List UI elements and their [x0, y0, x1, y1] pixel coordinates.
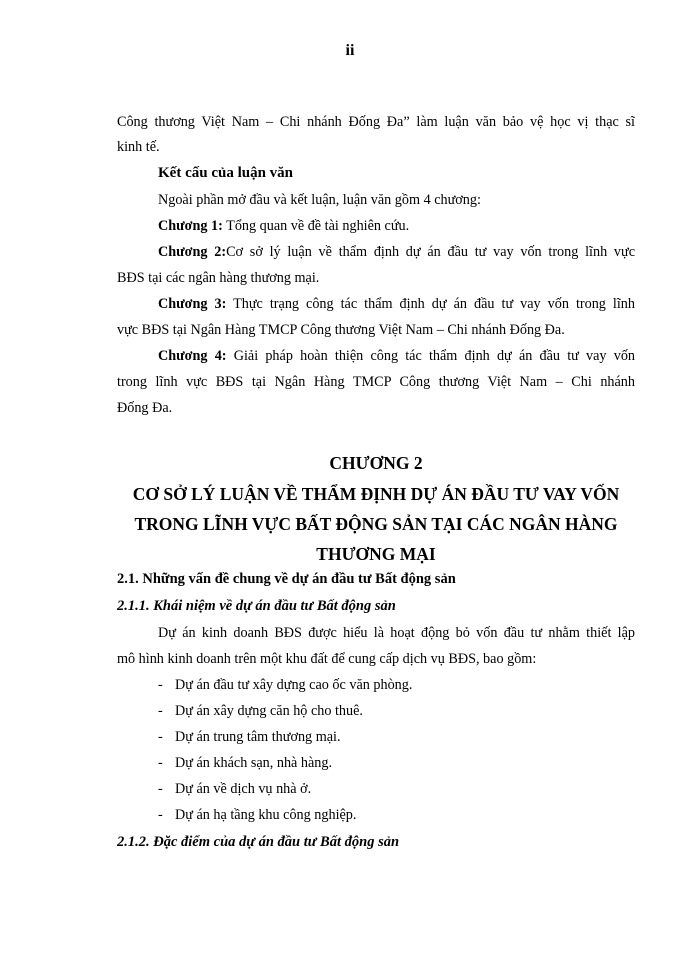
list-item-text: Dự án đầu tư xây dựng cao ốc văn phòng. — [175, 677, 413, 693]
chapter-title-line-3: THƯƠNG MẠI — [316, 544, 436, 564]
list-item — [158, 728, 341, 746]
chapter-4-entry — [158, 347, 635, 365]
list-item — [158, 780, 311, 798]
section-2-1-2-heading: 2.1.2. Đặc điểm của dự án đầu tư Bất động sản — [117, 834, 400, 850]
chapter-4-text-1: Giải pháp hoàn thiện công tác thẩm định dự án đầu tư vay vốn — [233, 348, 636, 364]
list-marker: - — [158, 677, 163, 693]
definition-line-1: Dự án kinh doanh BĐS được hiểu là hoạt động bỏ vốn đầu tư nhằm thiết lập — [158, 625, 635, 641]
list-marker: - — [158, 729, 163, 745]
chapter-3-entry — [158, 295, 635, 313]
chapter-3-text-1: Thực trạng công tác thẩm định dự án đầu tư vay vốn trong lĩnh — [233, 296, 635, 312]
chapter-4-text-3: Đống Đa. — [117, 400, 173, 416]
chapter-2-text-2: BĐS tại các ngân hàng thương mại. — [117, 270, 320, 286]
page-number: ii — [345, 42, 355, 59]
section-2-1-1-heading: 2.1.1. Khái niệm về dự án đầu tư Bất động sản — [117, 598, 396, 614]
list-marker: - — [158, 807, 163, 823]
list-marker: - — [158, 755, 163, 771]
chapter-2-label: Chương 2: — [158, 244, 227, 260]
structure-intro: Ngoài phần mở đầu và kết luận, luận văn gồm 4 chương: — [158, 192, 481, 208]
list-item-text: Dự án về dịch vụ nhà ở. — [175, 781, 312, 797]
chapter-title-line-1: CƠ SỞ LÝ LUẬN VỀ THẨM ĐỊNH DỰ ÁN ĐẦU TƯ VAY VỐN — [132, 484, 620, 504]
intro-line-2: kinh tế. — [117, 139, 160, 155]
list-item — [158, 754, 332, 772]
intro-line-1: Công thương Việt Nam – Chi nhánh Đống Đa” làm luận văn bảo vệ học vị thạc sĩ — [117, 114, 635, 130]
list-item — [158, 676, 412, 694]
section-2-1-heading: 2.1. Những vấn đề chung về dự án đầu tư Bất động sản — [117, 571, 456, 587]
structure-heading: Kết cấu của luận văn — [158, 165, 294, 181]
list-item-text: Dự án hạ tầng khu công nghiệp. — [175, 807, 357, 823]
list-item — [158, 702, 363, 720]
list-marker: - — [158, 703, 163, 719]
chapter-2-entry — [158, 243, 635, 261]
chapter-2-text-1: Cơ sở lý luận về thẩm định dự án đầu tư vay vốn trong lĩnh vực — [226, 244, 636, 260]
chapter-1-entry — [158, 217, 409, 235]
list-marker: - — [158, 781, 163, 797]
list-item-text: Dự án trung tâm thương mại. — [175, 729, 341, 745]
list-item-text: Dự án khách sạn, nhà hàng. — [175, 755, 333, 771]
chapter-title-line-2: TRONG LĨNH VỰC BẤT ĐỘNG SẢN TẠI CÁC NGÂN HÀNG — [134, 514, 618, 534]
chapter-4-text-2: trong lĩnh vực BĐS tại Ngân Hàng TMCP Công thương Việt Nam – Chi nhánh — [117, 374, 635, 390]
chapter-number: CHƯƠNG 2 — [329, 453, 423, 473]
chapter-4-label: Chương 4: — [158, 348, 227, 364]
list-item-text: Dự án xây dựng căn hộ cho thuê. — [175, 703, 363, 719]
chapter-1-label: Chương 1: — [158, 218, 223, 234]
chapter-1-text: Tổng quan về đề tài nghiên cứu. — [226, 218, 410, 234]
chapter-3-text-2: vực BĐS tại Ngân Hàng TMCP Công thương Việt Nam – Chi nhánh Đống Đa. — [117, 322, 565, 338]
definition-line-2: mô hình kinh doanh trên một khu đất để cung cấp dịch vụ BĐS, bao gồm: — [117, 651, 537, 667]
chapter-3-label: Chương 3: — [158, 296, 227, 312]
list-item — [158, 806, 356, 824]
